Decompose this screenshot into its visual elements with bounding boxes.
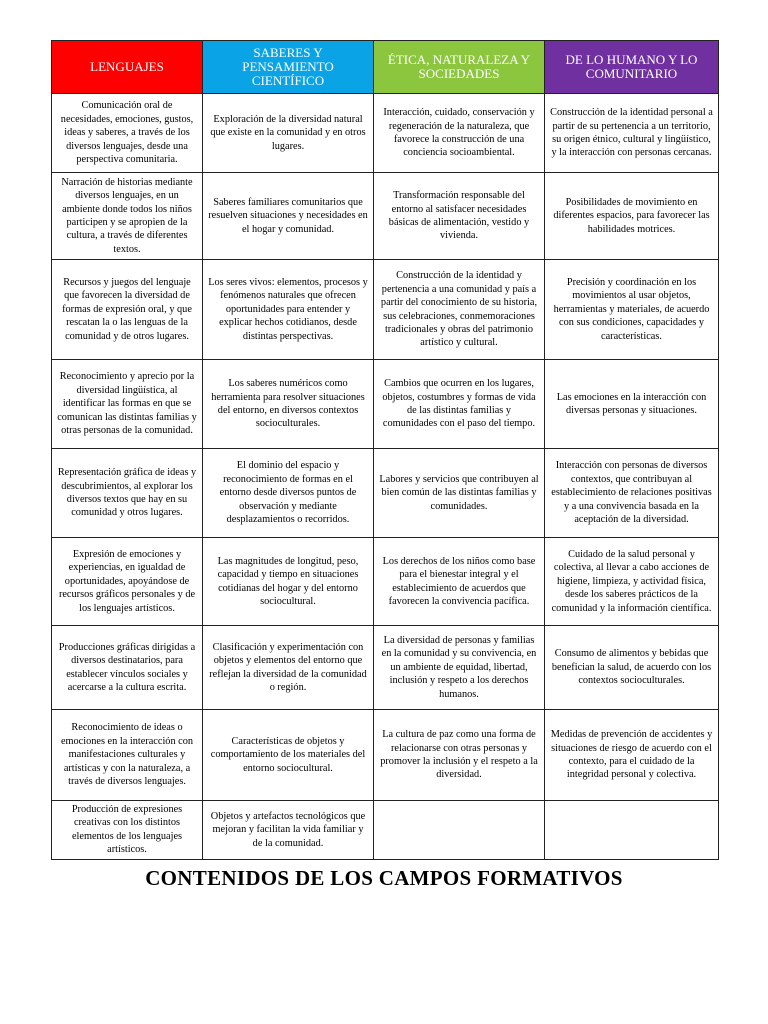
table-cell: Los seres vivos: elementos, procesos y fenómenos naturales que ofrecen oportunidades para entender y explicar hechos cotidianos, desde distintas perspectivas. bbox=[203, 260, 374, 360]
table-cell: Saberes familiares comunitarios que resuelven situaciones y necesidades en el hogar y comunidad. bbox=[203, 173, 374, 260]
table-cell-empty bbox=[374, 801, 545, 860]
table-cell: La cultura de paz como una forma de relacionarse con otras personas y promover la inclusión y el respeto a la diversidad. bbox=[374, 710, 545, 801]
table-cell: Interacción con personas de diversos contextos, que contribuyan al establecimiento de relaciones positivas y a una convivencia basada en la aceptación de la diversidad. bbox=[545, 449, 719, 538]
table-cell: La diversidad de personas y familias en la comunidad y su convivencia, en un ambiente de equidad, libertad, inclusión y respeto a los derechos humanos. bbox=[374, 626, 545, 710]
header-lenguajes: LENGUAJES bbox=[52, 41, 203, 94]
table-row bbox=[52, 94, 719, 173]
table-cell: Consumo de alimentos y bebidas que benefician la salud, de acuerdo con los contextos socioculturales. bbox=[545, 626, 719, 710]
table-cell: Labores y servicios que contribuyen al bien común de las distintas familias y comunidades. bbox=[374, 449, 545, 538]
table-cell: El dominio del espacio y reconocimiento de formas en el entorno desde diversos puntos de observación y mediante desplazamientos o recorridos. bbox=[203, 449, 374, 538]
table-cell: Objetos y artefactos tecnológicos que mejoran y facilitan la vida familiar y de la comunidad. bbox=[203, 801, 374, 860]
table-cell: Producción de expresiones creativas con los distintos elementos de los lenguajes artísticos. bbox=[52, 801, 203, 860]
table-row bbox=[52, 360, 719, 449]
table-cell: Los saberes numéricos como herramienta para resolver situaciones del entorno, en diversos contextos socioculturales. bbox=[203, 360, 374, 449]
table-cell: Las magnitudes de longitud, peso, capacidad y tiempo en situaciones cotidianas del hogar y del entorno sociocultural. bbox=[203, 538, 374, 626]
table-row bbox=[52, 449, 719, 538]
table-cell: Reconocimiento y aprecio por la diversidad lingüística, al identificar las formas en que se comunican las distintas familias y otras personas de la comunidad. bbox=[52, 360, 203, 449]
table-row bbox=[52, 801, 719, 860]
header-saberes-pensamiento-cientifico: SABERES Y PENSAMIENTO CIENTÍFICO bbox=[203, 41, 374, 94]
table-row bbox=[52, 260, 719, 360]
header-etica-naturaleza-sociedades: ÉTICA, NATURALEZA Y SOCIEDADES bbox=[374, 41, 545, 94]
table-row bbox=[52, 626, 719, 710]
campos-formativos-table bbox=[51, 40, 719, 860]
table-cell: Comunicación oral de necesidades, emociones, gustos, ideas y saberes, a través de los diversos lenguajes, desde una perspectiva comunitaria. bbox=[52, 94, 203, 173]
table-cell: Las emociones en la interacción con diversas personas y situaciones. bbox=[545, 360, 719, 449]
header-humano-comunitario: DE LO HUMANO Y LO COMUNITARIO bbox=[545, 41, 719, 94]
table-cell: Expresión de emociones y experiencias, en igualdad de oportunidades, apoyándose de recursos gráficos personales y de los lenguajes artísticos. bbox=[52, 538, 203, 626]
table-cell: Construcción de la identidad y pertenencia a una comunidad y país a partir del conocimiento de su historia, sus celebraciones, conmemoraciones tradicionales y obras del patrimonio artístico y cultural. bbox=[374, 260, 545, 360]
table-cell: Precisión y coordinación en los movimientos al usar objetos, herramientas y materiales, de acuerdo con sus condiciones, capacidades y características. bbox=[545, 260, 719, 360]
table-cell-empty bbox=[545, 801, 719, 860]
header-row bbox=[52, 41, 719, 94]
table-cell: Medidas de prevención de accidentes y situaciones de riesgo de acuerdo con el contexto, para el cuidado de la integridad personal y colectiva. bbox=[545, 710, 719, 801]
table-cell: Reconocimiento de ideas o emociones en la interacción con manifestaciones culturales y artísticas y con la naturaleza, a través de diversos lenguajes. bbox=[52, 710, 203, 801]
table-cell: Clasificación y experimentación con objetos y elementos del entorno que reflejan la diversidad de la comunidad o región. bbox=[203, 626, 374, 710]
table-cell: Transformación responsable del entorno al satisfacer necesidades básicas de alimentación, vestido y vivienda. bbox=[374, 173, 545, 260]
table-cell: Representación gráfica de ideas y descubrimientos, al explorar los diversos textos que hay en su comunidad y otros lugares. bbox=[52, 449, 203, 538]
table-cell: Cambios que ocurren en los lugares, objetos, costumbres y formas de vida de las distintas familias y comunidades con el paso del tiempo. bbox=[374, 360, 545, 449]
table-cell: Cuidado de la salud personal y colectiva, al llevar a cabo acciones de higiene, limpieza, y actividad física, desde los saberes prácticos de la comunidad y la información científica. bbox=[545, 538, 719, 626]
table-cell: Construcción de la identidad personal a partir de su pertenencia a un territorio, su origen étnico, cultural y lingüístico, y la interacción con personas cercanas. bbox=[545, 94, 719, 173]
table-cell: Posibilidades de movimiento en diferentes espacios, para favorecer las habilidades motrices. bbox=[545, 173, 719, 260]
table-row bbox=[52, 173, 719, 260]
table-cell: Producciones gráficas dirigidas a diversos destinatarios, para establecer vínculos sociales y acercarse a la cultura escrita. bbox=[52, 626, 203, 710]
table-cell: Características de objetos y comportamiento de los materiales del entorno sociocultural. bbox=[203, 710, 374, 801]
table-cell: Narración de historias mediante diversos lenguajes, en un ambiente donde todos los niños participen y se apropien de la cultura, a través de diferentes textos. bbox=[52, 173, 203, 260]
page-title: CONTENIDOS DE LOS CAMPOS FORMATIVOS bbox=[145, 866, 623, 890]
table-cell: Los derechos de los niños como base para el bienestar integral y el establecimiento de acuerdos que favorecen la convivencia pacífica. bbox=[374, 538, 545, 626]
table-row bbox=[52, 710, 719, 801]
table-cell: Exploración de la diversidad natural que existe en la comunidad y en otros lugares. bbox=[203, 94, 374, 173]
table-cell: Recursos y juegos del lenguaje que favorecen la diversidad de formas de expresión oral, y que rescatan la o las lenguas de la comunidad y de otros lugares. bbox=[52, 260, 203, 360]
table-row bbox=[52, 538, 719, 626]
table-cell: Interacción, cuidado, conservación y regeneración de la naturaleza, que favorece la construcción de una conciencia socioambiental. bbox=[374, 94, 545, 173]
